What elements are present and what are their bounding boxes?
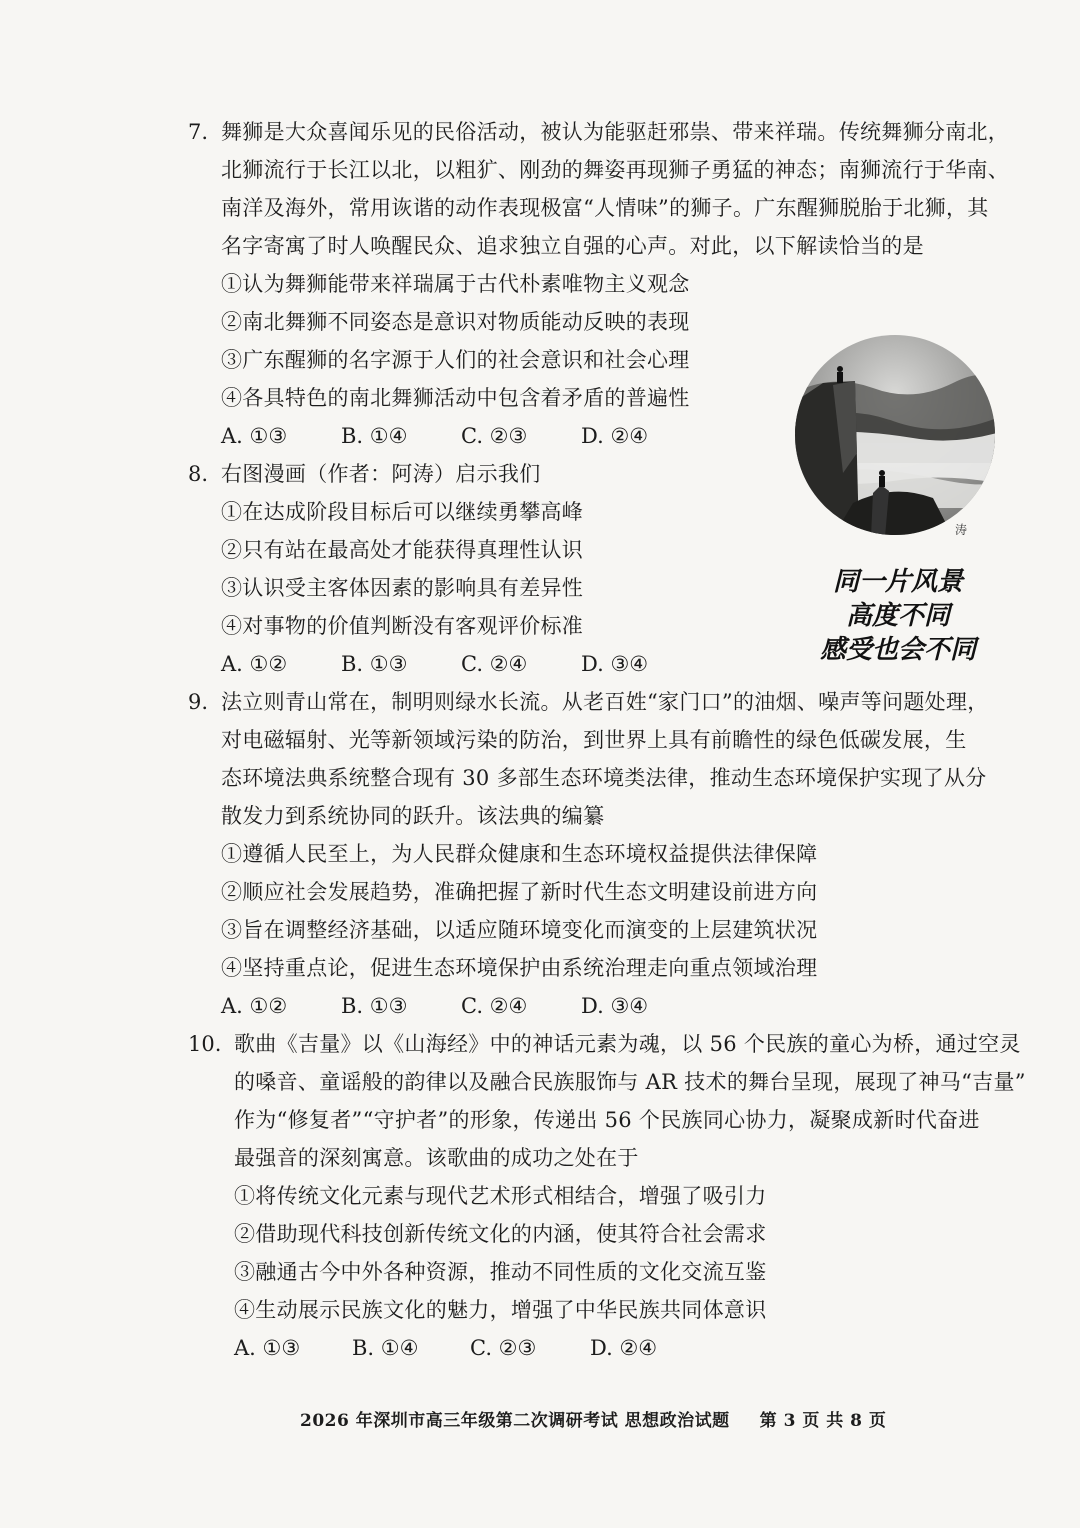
choice-b: B. ①④ bbox=[352, 1336, 419, 1360]
answer-statement: ①在达成阶段目标后可以继续勇攀高峰 bbox=[221, 500, 584, 524]
choice-b: B. ①③ bbox=[341, 994, 408, 1018]
answer-statement: ②南北舞狮不同姿态是意识对物质能动反映的表现 bbox=[221, 310, 690, 334]
answer-statement: ①将传统文化元素与现代艺术形式相结合，增强了吸引力 bbox=[234, 1184, 767, 1208]
question-stem-line: 的嗓音、童谣般的韵律以及融合民族服饰与 AR 技术的舞台呈现，展现了神马“吉量” bbox=[234, 1070, 1026, 1094]
question-stem-line: 作为“修复者”“守护者”的形象，传递出 56 个民族同心协力，凝聚成新时代奋进 bbox=[234, 1108, 980, 1132]
choice-c: C. ②④ bbox=[461, 994, 528, 1018]
comic-illustration bbox=[793, 333, 997, 537]
exam-title: 2026 年深圳市高三年级第二次调研考试 思想政治试题 bbox=[300, 1411, 730, 1431]
choice-a: A. ①③ bbox=[221, 424, 288, 448]
choice-b: B. ①④ bbox=[341, 424, 408, 448]
choice-d: D. ②④ bbox=[581, 424, 649, 448]
answer-statement: ④生动展示民族文化的魅力，增强了中华民族共同体意识 bbox=[234, 1298, 767, 1322]
question-number: 7. bbox=[188, 120, 209, 144]
question-stem-line: 右图漫画（作者：阿涛）启示我们 bbox=[221, 462, 541, 486]
answer-statement: ④各具特色的南北舞狮活动中包含着矛盾的普遍性 bbox=[221, 386, 690, 410]
question-stem-line: 名字寄寓了时人唤醒民众、追求独立自强的心声。对此，以下解读恰当的是 bbox=[221, 234, 924, 258]
question-stem-line: 对电磁辐射、光等新领域污染的防治，到世界上具有前瞻性的绿色低碳发展，生 bbox=[221, 728, 967, 752]
answer-statement: ②借助现代科技创新传统文化的内涵，使其符合社会需求 bbox=[234, 1222, 767, 1246]
question-number: 10. bbox=[188, 1032, 222, 1056]
page-number: 第 3 页 共 8 页 bbox=[759, 1411, 887, 1431]
answer-statement: ③广东醒狮的名字源于人们的社会意识和社会心理 bbox=[221, 348, 690, 372]
question-number: 9. bbox=[188, 690, 209, 714]
answer-statement: ③认识受主客体因素的影响具有差异性 bbox=[221, 576, 584, 600]
question-stem-line: 舞狮是大众喜闻乐见的民俗活动，被认为能驱赶邪祟、带来祥瑞。传统舞狮分南北， bbox=[221, 120, 1010, 144]
answer-statement: ①认为舞狮能带来祥瑞属于古代朴素唯物主义观念 bbox=[221, 272, 690, 296]
answer-statement: ②顺应社会发展趋势，准确把握了新时代生态文明建设前进方向 bbox=[221, 880, 818, 904]
answer-statement: ④对事物的价值判断没有客观评价标准 bbox=[221, 614, 584, 638]
answer-statement: ①遵循人民至上，为人民群众健康和生态环境权益提供法律保障 bbox=[221, 842, 818, 866]
choice-a: A. ①② bbox=[221, 652, 288, 676]
answer-choices bbox=[221, 650, 648, 678]
question-number: 8. bbox=[188, 462, 209, 486]
choice-d: D. ③④ bbox=[581, 652, 649, 676]
answer-choices bbox=[221, 422, 648, 450]
choice-c: C. ②③ bbox=[470, 1336, 537, 1360]
answer-statement: ③融通古今中外各种资源，推动不同性质的文化交流互鉴 bbox=[234, 1260, 767, 1284]
choice-c: C. ②③ bbox=[461, 424, 528, 448]
question-stem-line: 歌曲《吉量》以《山海经》中的神话元素为魂，以 56 个民族的童心为桥，通过空灵 bbox=[234, 1032, 1021, 1056]
question-stem-line: 态环境法典系统整合现有 30 多部生态环境类法律，推动生态环境保护实现了从分 bbox=[221, 766, 987, 790]
question-stem-line: 散发力到系统协同的跃升。该法典的编纂 bbox=[221, 804, 605, 828]
choice-d: D. ③④ bbox=[581, 994, 649, 1018]
comic-caption-line: 高度不同 bbox=[845, 601, 950, 631]
comic-signature: 涛 bbox=[955, 523, 968, 537]
answer-statement: ④坚持重点论，促进生态环境保护由系统治理走向重点领域治理 bbox=[221, 956, 818, 980]
answer-choices bbox=[234, 1334, 657, 1362]
choice-a: A. ①③ bbox=[234, 1336, 301, 1360]
comic-caption-line: 同一片风景 bbox=[832, 567, 963, 597]
choice-b: B. ①③ bbox=[341, 652, 408, 676]
answer-statement: ②只有站在最高处才能获得真理性认识 bbox=[221, 538, 584, 562]
choice-d: D. ②④ bbox=[590, 1336, 658, 1360]
comic-caption-line: 感受也会不同 bbox=[819, 635, 976, 665]
question-stem-line: 南洋及海外，常用诙谐的动作表现极富“人情味”的狮子。广东醒狮脱胎于北狮，其 bbox=[221, 196, 989, 220]
question-stem-line: 最强音的深刻寓意。该歌曲的成功之处在于 bbox=[234, 1146, 639, 1170]
question-stem-line: 法立则青山常在，制明则绿水长流。从老百姓“家门口”的油烟、噪声等问题处理， bbox=[221, 690, 989, 714]
comic-caption bbox=[808, 565, 988, 667]
choice-c: C. ②④ bbox=[461, 652, 528, 676]
answer-choices bbox=[221, 992, 648, 1020]
page-footer bbox=[300, 1409, 916, 1433]
answer-statement: ③旨在调整经济基础，以适应随环境变化而演变的上层建筑状况 bbox=[221, 918, 818, 942]
choice-a: A. ①② bbox=[221, 994, 288, 1018]
question-stem-line: 北狮流行于长江以北，以粗犷、刚劲的舞姿再现狮子勇猛的神态；南狮流行于华南、 bbox=[221, 158, 1010, 182]
